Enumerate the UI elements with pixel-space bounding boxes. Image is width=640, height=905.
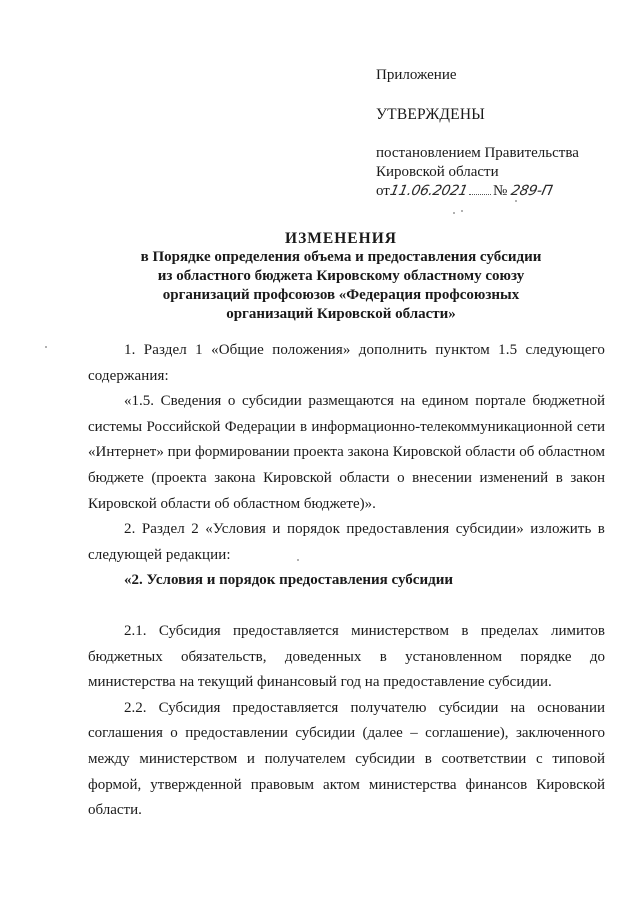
paragraph-1: 1. Раздел 1 «Общие положения» дополнить пунктом 1.5 следующего содержания:	[88, 342, 605, 384]
decree-line-1: постановлением Правительства	[376, 145, 579, 161]
paragraph-2-1: 2.1. Субсидия предоставляется министерством в пределах лимитов бюджетных обязательств, доведенных в установленном порядке до министерства на текущий финансовый год на предоставление субсидии.	[88, 622, 605, 691]
decree-date-row	[376, 182, 616, 201]
approved-label: УТВЕРЖДЕНЫ	[376, 106, 485, 123]
heading-line-2: из областного бюджета Кировскому областному союзу	[157, 268, 525, 284]
paragraph-3: 2. Раздел 2 «Условия и порядок предоставления субсидии» изложить в следующей редакции:	[88, 521, 605, 563]
approval-block	[376, 66, 616, 201]
appendix-label: Приложение	[376, 67, 457, 83]
paragraph-2: «1.5. Сведения о субсидии размещаются на едином портале бюджетной системы Российской Федерации в информационно-телекоммуникационной сети «Интернет» при формировании проекта закона Кировской области об областном бюджете (проекта закона Кировской области о внесении изменений в закон Кировской области об областном бюджете)».	[88, 393, 605, 512]
scan-speck	[297, 559, 299, 561]
scan-speck	[45, 346, 47, 348]
heading-title: ИЗМЕНЕНИЯ	[285, 230, 397, 247]
heading-line-4: организаций Кировской области»	[226, 306, 456, 322]
date-fill-line	[469, 194, 491, 195]
date-prefix: от	[376, 183, 390, 199]
decree-line-2: Кировской области	[376, 164, 499, 180]
number-prefix: №	[493, 183, 508, 199]
handwritten-number: 289-П	[509, 183, 554, 199]
heading-line-3: организаций профсоюзов «Федерация профсоюзных	[162, 287, 520, 303]
heading-line-1: в Порядке определения объема и предоставления субсидии	[140, 249, 542, 265]
handwritten-date: 11.06.2021	[388, 183, 469, 199]
document-heading	[96, 229, 586, 324]
scan-speck	[453, 212, 455, 214]
paragraph-2-2: 2.2. Субсидия предоставляется получателю субсидии на основании соглашения о предоставлении субсидии (далее – соглашение), заключенного между министерством и получателем субсидии в соответствии с типовой формой, утвержденной правовым актом министерства финансов Кировской области.	[88, 699, 605, 819]
document-body	[88, 338, 605, 824]
scan-speck	[461, 210, 463, 212]
decree-reference	[376, 144, 616, 201]
section-2-heading: «2. Условия и порядок предоставления субсидии	[124, 572, 453, 589]
scan-speck	[515, 200, 517, 202]
